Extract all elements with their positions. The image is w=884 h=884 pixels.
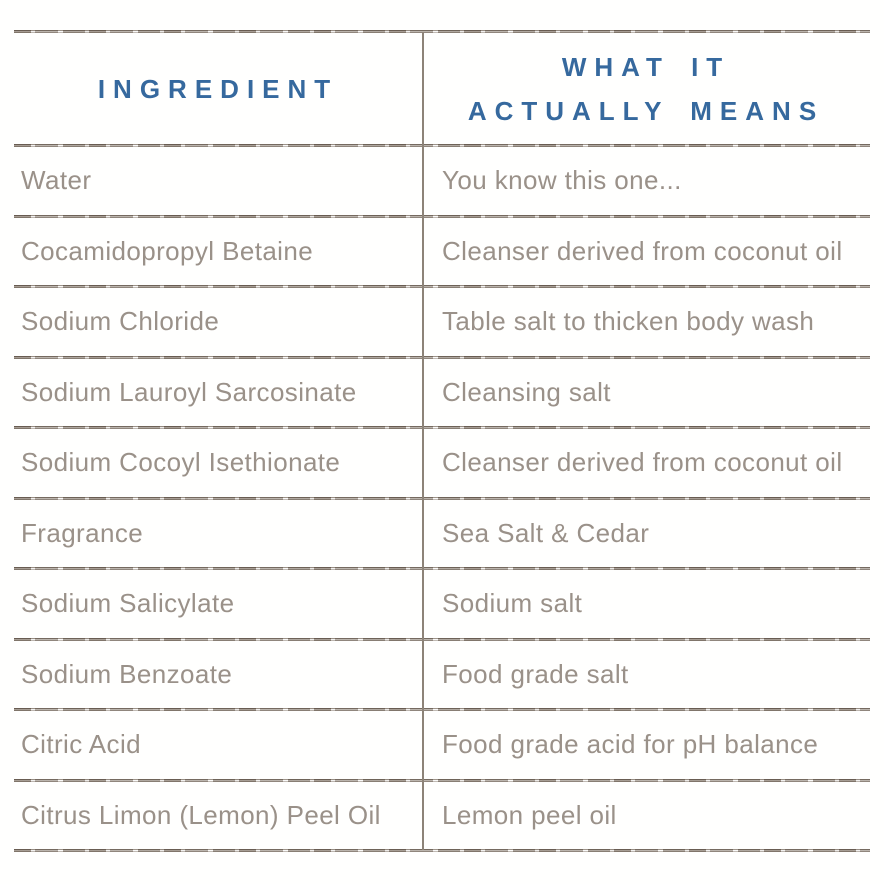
meaning-cell (422, 236, 870, 267)
ingredient-name: Sodium Lauroyl Sarcosinate (21, 376, 357, 407)
table-row (14, 147, 870, 215)
ingredient-name: Citrus Limon (Lemon) Peel Oil (21, 799, 381, 830)
table-row (14, 288, 870, 356)
table-row (14, 359, 870, 427)
table-row (14, 500, 870, 568)
meaning-cell (422, 659, 870, 690)
ingredient-cell (14, 377, 422, 408)
column-header-meaning-line1: WHAT IT (561, 51, 731, 82)
ingredient-cell (14, 447, 422, 478)
ingredient-name: Water (21, 165, 92, 196)
table-row (14, 782, 870, 850)
header-cell-meaning (422, 45, 870, 133)
meaning-text: Cleanser derived from coconut oil (442, 447, 843, 478)
meaning-text: Lemon peel oil (442, 799, 617, 830)
table-row (14, 218, 870, 286)
meaning-cell (422, 588, 870, 619)
ingredient-name: Cocamidopropyl Betaine (21, 235, 314, 266)
meaning-cell (422, 447, 870, 478)
meaning-text: Cleanser derived from coconut oil (442, 235, 843, 266)
meaning-text: You know this one... (442, 165, 682, 196)
meaning-cell (422, 800, 870, 831)
table-header-row (14, 33, 870, 144)
column-header-ingredient: INGREDIENT (97, 73, 339, 104)
ingredient-name: Sodium Cocoyl Isethionate (21, 447, 341, 478)
ingredient-cell (14, 588, 422, 619)
ingredient-cell (14, 729, 422, 760)
header-cell-ingredient (14, 67, 422, 111)
ingredient-cell (14, 659, 422, 690)
ingredient-cell (14, 236, 422, 267)
meaning-cell (422, 377, 870, 408)
meaning-text: Sodium salt (442, 588, 583, 619)
column-divider (422, 32, 424, 850)
meaning-text: Food grade acid for pH balance (442, 729, 819, 760)
meaning-text: Cleansing salt (442, 376, 611, 407)
ingredient-name: Sodium Chloride (21, 306, 220, 337)
ingredient-name: Citric Acid (21, 729, 141, 760)
ingredient-name: Sodium Salicylate (21, 588, 235, 619)
row-separator-rule (14, 849, 870, 852)
meaning-cell (422, 165, 870, 196)
ingredient-cell (14, 306, 422, 337)
ingredient-name: Fragrance (21, 517, 144, 548)
ingredient-name: Sodium Benzoate (21, 658, 233, 689)
table-row (14, 429, 870, 497)
meaning-text: Table salt to thicken body wash (442, 306, 815, 337)
ingredient-cell (14, 800, 422, 831)
meaning-text: Sea Salt & Cedar (442, 517, 650, 548)
table-row (14, 570, 870, 638)
meaning-cell (422, 306, 870, 337)
ingredient-cell (14, 518, 422, 549)
meaning-cell (422, 729, 870, 760)
ingredient-cell (14, 165, 422, 196)
ingredient-table (14, 30, 870, 852)
meaning-cell (422, 518, 870, 549)
column-header-meaning-line2: ACTUALLY MEANS (467, 95, 825, 126)
table-row (14, 641, 870, 709)
table-row (14, 711, 870, 779)
meaning-text: Food grade salt (442, 658, 629, 689)
